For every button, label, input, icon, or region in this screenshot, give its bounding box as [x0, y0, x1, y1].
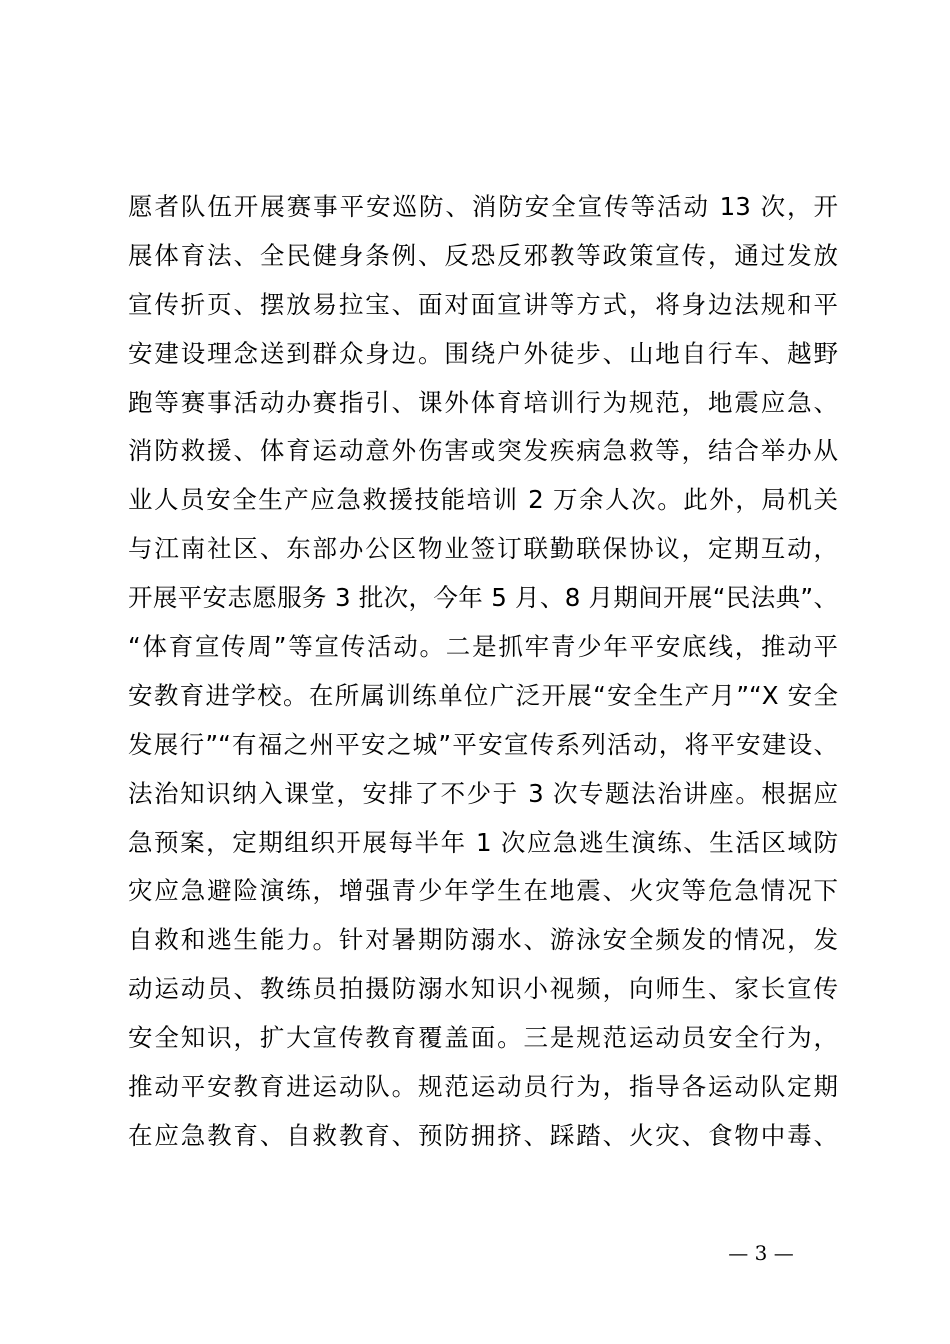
text-line: 安全知识，扩大宣传教育覆盖面。三是规范运动员安全行为， — [128, 1023, 838, 1053]
text-line: 开展平安志愿服务 3 批次，今年 5 月、8 月期间开展“民法典”、 — [128, 583, 838, 613]
text-line: 灾应急避险演练，增强青少年学生在地震、火灾等危急情况下 — [128, 876, 838, 906]
page-number: — 3 — — [728, 1241, 794, 1265]
text-line: 安教育进学校。在所属训练单位广泛开展“安全生产月”“X 安全 — [128, 680, 838, 710]
body-text — [128, 183, 838, 1161]
text-line: 法治知识纳入课堂，安排了不少于 3 次专题法治讲座。根据应 — [128, 778, 838, 808]
text-line: 发展行”“有福之州平安之城”平安宣传系列活动，将平安建设、 — [128, 729, 838, 759]
text-line: “体育宣传周”等宣传活动。二是抓牢青少年平安底线，推动平 — [128, 632, 838, 662]
text-line: 跑等赛事活动办赛指引、课外体育培训行为规范，地震应急、 — [128, 387, 838, 417]
text-line: 业人员安全生产应急救援技能培训 2 万余人次。此外，局机关 — [128, 485, 838, 515]
text-line: 安建设理念送到群众身边。围绕户外徒步、山地自行车、越野 — [128, 338, 838, 368]
text-line: 自救和逃生能力。针对暑期防溺水、游泳安全频发的情况，发 — [128, 925, 838, 955]
text-line: 宣传折页、摆放易拉宝、面对面宣讲等方式，将身边法规和平 — [128, 289, 838, 319]
text-line: 与江南社区、东部办公区物业签订联勤联保协议，定期互动， — [128, 534, 838, 564]
text-line: 在应急教育、自救教育、预防拥挤、踩踏、火灾、食物中毒、 — [128, 1120, 838, 1150]
text-line: 动运动员、教练员拍摄防溺水知识小视频，向师生、家长宣传 — [128, 974, 838, 1004]
text-line: 愿者队伍开展赛事平安巡防、消防安全宣传等活动 13 次，开 — [128, 192, 838, 221]
text-line: 展体育法、全民健身条例、反恐反邪教等政策宣传，通过发放 — [128, 240, 838, 270]
text-line: 推动平安教育进运动队。规范运动员行为，指导各运动队定期 — [128, 1072, 838, 1102]
text-line: 消防救援、体育运动意外伤害或突发疾病急救等，结合举办从 — [128, 436, 838, 466]
text-line: 急预案，定期组织开展每半年 1 次应急逃生演练、生活区域防 — [128, 827, 838, 857]
